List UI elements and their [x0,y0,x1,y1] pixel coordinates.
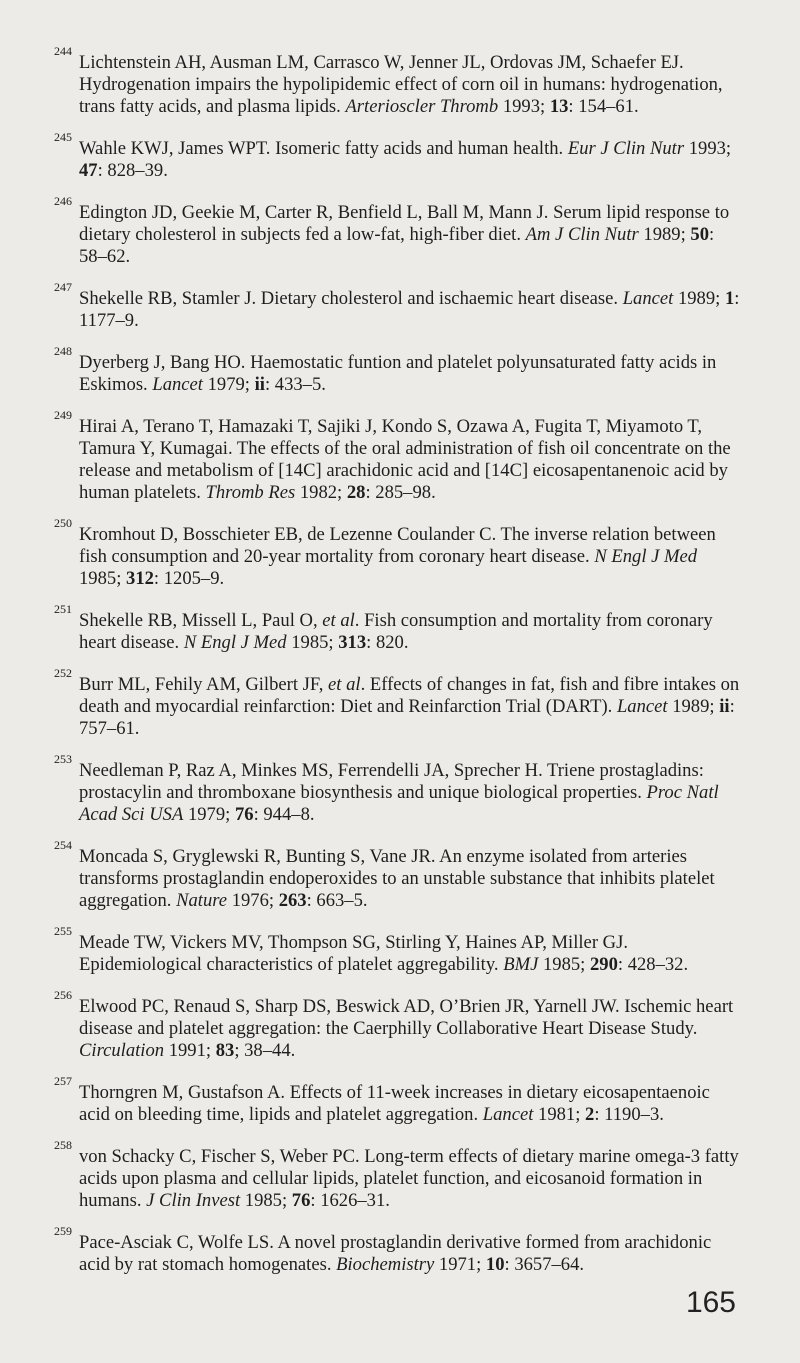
journal-name: Circulation [79,1040,165,1061]
reference-number: 253 [54,752,72,766]
reference-pages: : 433–5. [264,374,326,395]
reference-year: 1985; [79,568,127,589]
reference-item [54,752,744,826]
reference-pages: : 3657–64. [504,1254,585,1275]
reference-volume: 83 [215,1040,235,1061]
et-al: et al [328,674,361,695]
reference-volume: 313 [338,632,367,653]
reference-text: von Schacky C, Fischer S, Weber PC. Long-term effects of dietary marine omega-3 fatty acids upon plasma and cellular lipids, platelet function, and eicosanoid formation in humans. [79,1146,739,1211]
reference-pages: : 828–39. [97,160,168,181]
reference-item [54,44,744,118]
reference-item [54,280,744,332]
reference-number: 257 [54,1074,72,1088]
reference-year: 1982; [295,482,347,503]
journal-name: Am J Clin Nutr [525,224,639,245]
reference-text: Needleman P, Raz A, Minkes MS, Ferrendelli JA, Sprecher H. Triene prostagladins: prostacylin and thromboxane biosynthesis and unique biological properties. [79,760,704,803]
reference-text: Kromhout D, Bosschieter EB, de Lezenne Coulander C. The inverse relation between fish consumption and 20-year mortality from coronary heart disease. [79,524,716,567]
journal-name: N Engl J Med [594,546,698,567]
reference-item [54,666,744,740]
reference-pages: ; 38–44. [234,1040,296,1061]
reference-year: 1979; [202,374,255,395]
journal-name: Eur J Clin Nutr [567,138,685,159]
reference-volume: ii [254,374,265,395]
reference-pages: : 1626–31. [310,1190,390,1211]
reference-number: 259 [54,1224,72,1238]
reference-year: 1971; [434,1254,486,1275]
reference-text: Shekelle RB, Stamler J. Dietary cholesterol and ischaemic heart disease. [79,288,623,309]
reference-text: Moncada S, Gryglewski R, Bunting S, Vane JR. An enzyme isolated from arteries transforms prostaglandin endoperoxides to an unstable substance that inhibits platelet aggregation. [79,846,715,911]
reference-number: 250 [54,516,72,530]
reference-item [54,516,744,590]
reference-volume: 76 [291,1190,311,1211]
reference-text: Wahle KWJ, James WPT. Isomeric fatty acids and human health. [79,138,568,159]
reference-pages: : 757–61. [79,696,735,739]
reference-list [54,44,744,1296]
reference-text: Meade TW, Vickers MV, Thompson SG, Stirling Y, Haines AP, Miller GJ. Epidemiological characteristics of platelet aggregability. [79,932,628,975]
reference-text: Elwood PC, Renaud S, Sharp DS, Beswick AD, O’Brien JR, Yarnell JW. Ischemic heart disease and platelet aggregation: the Caerphilly Collaborative Heart Disease Study. [79,996,734,1039]
reference-item [54,408,744,504]
reference-year: 1993; [684,138,732,159]
reference-pages: : 154–61. [568,96,639,117]
reference-text-continued: . Fish consumption and mortality from coronary heart disease. [79,610,713,653]
journal-name: Proc Natl Acad Sci USA [79,782,719,825]
reference-pages: : 428–32. [617,954,689,975]
reference-number: 256 [54,988,72,1002]
reference-year: 1991; [164,1040,216,1061]
reference-pages: : 944–8. [253,804,315,825]
reference-text-continued: . Effects of changes in fat, fish and fibre intakes on death and myocardial reinfarction: Diet and Reinfarction Trial (DART). [79,674,740,717]
reference-volume: 2 [585,1104,595,1125]
reference-year: 1989; [667,696,720,717]
reference-number: 244 [54,44,72,58]
reference-number: 255 [54,924,72,938]
reference-text: Thorngren M, Gustafson A. Effects of 11-week increases in dietary eicosapentaenoic acid on bleeding time, lipids and platelet aggregation. [79,1082,710,1125]
journal-name: Lancet [152,374,203,395]
reference-year: 1985; [240,1190,292,1211]
reference-text: Lichtenstein AH, Ausman LM, Carrasco W, Jenner JL, Ordovas JM, Schaefer EJ. Hydrogenation impairs the hypolipidemic effect of corn oil in humans: hydrogenation, trans fatty acids, and plasma lipids. [79,52,723,117]
reference-number: 251 [54,602,72,616]
reference-text: Burr ML, Fehily AM, Gilbert JF, [79,674,329,695]
journal-name: BMJ [503,954,539,975]
journal-name: Lancet [616,696,668,717]
reference-item [54,1224,744,1276]
reference-year: 1993; [498,96,550,117]
reference-number: 246 [54,194,72,208]
journal-name: Lancet [482,1104,534,1125]
reference-item [54,194,744,268]
reference-pages: : 663–5. [306,890,368,911]
reference-number: 247 [54,280,72,294]
reference-text: Edington JD, Geekie M, Carter R, Benfield L, Ball M, Mann J. Serum lipid response to dietary cholesterol in subjects fed a low-fat, high-fiber diet. [79,202,730,245]
reference-item [54,344,744,396]
reference-item [54,1138,744,1212]
reference-number: 248 [54,344,72,358]
reference-volume: 13 [549,96,569,117]
reference-pages: : 285–98. [365,482,436,503]
reference-item [54,988,744,1062]
reference-volume: 50 [690,224,709,245]
reference-pages: : 1177–9. [79,288,740,331]
reference-year: 1981; [533,1104,586,1125]
reference-pages: : 1205–9. [153,568,225,589]
reference-item [54,1074,744,1126]
reference-volume: 47 [79,160,98,181]
reference-volume: 312 [126,568,154,589]
journal-name: N Engl J Med [183,632,287,653]
journal-name: Thromb Res [205,482,296,503]
reference-pages: : 820. [366,632,409,653]
reference-volume: 10 [485,1254,505,1275]
reference-volume: 290 [589,954,618,975]
reference-year: 1976; [227,890,279,911]
page-number: 165 [685,1286,736,1319]
reference-item [54,602,744,654]
reference-year: 1985; [538,954,590,975]
reference-text: Dyerberg J, Bang HO. Haemostatic funtion and platelet polyunsaturated fatty acids in Eskimos. [79,352,717,395]
journal-name: J Clin Invest [146,1190,241,1211]
reference-number: 254 [54,838,72,852]
reference-volume: ii [719,696,730,717]
reference-pages: : 1190–3. [594,1104,664,1125]
reference-volume: 76 [234,804,254,825]
reference-number: 249 [54,408,72,422]
reference-number: 252 [54,666,72,680]
reference-number: 245 [54,130,72,144]
journal-name: Arterioscler Thromb [345,96,499,117]
reference-text: Hirai A, Terano T, Hamazaki T, Sajiki J, Kondo S, Ozawa A, Fugita T, Miyamoto T, Tamura Y, Kumagai. The effects of the oral administration of fish oil concentrate on the release and metabolism of [14C] arachidonic acid and [14C] eicosapentanenoic acid by human platelets. [79,416,731,503]
journal-name: Biochemistry [336,1254,435,1275]
reference-text: Shekelle RB, Missell L, Paul O, [79,610,323,631]
reference-pages: : 58–62. [79,224,715,267]
reference-item [54,838,744,912]
reference-item [54,130,744,182]
reference-year: 1989; [673,288,725,309]
reference-item [54,924,744,976]
reference-year: 1989; [638,224,691,245]
reference-volume: 1 [724,288,735,309]
reference-text: Pace-Asciak C, Wolfe LS. A novel prostaglandin derivative formed from arachidonic acid by rat stomach homogenates. [79,1232,712,1275]
reference-year: 1979; [183,804,235,825]
et-al: et al [322,610,355,631]
reference-year: 1985; [286,632,339,653]
journal-name: Lancet [622,288,674,309]
journal-name: Nature [176,890,228,911]
reference-number: 258 [54,1138,72,1152]
reference-volume: 28 [346,482,366,503]
reference-volume: 263 [278,890,307,911]
